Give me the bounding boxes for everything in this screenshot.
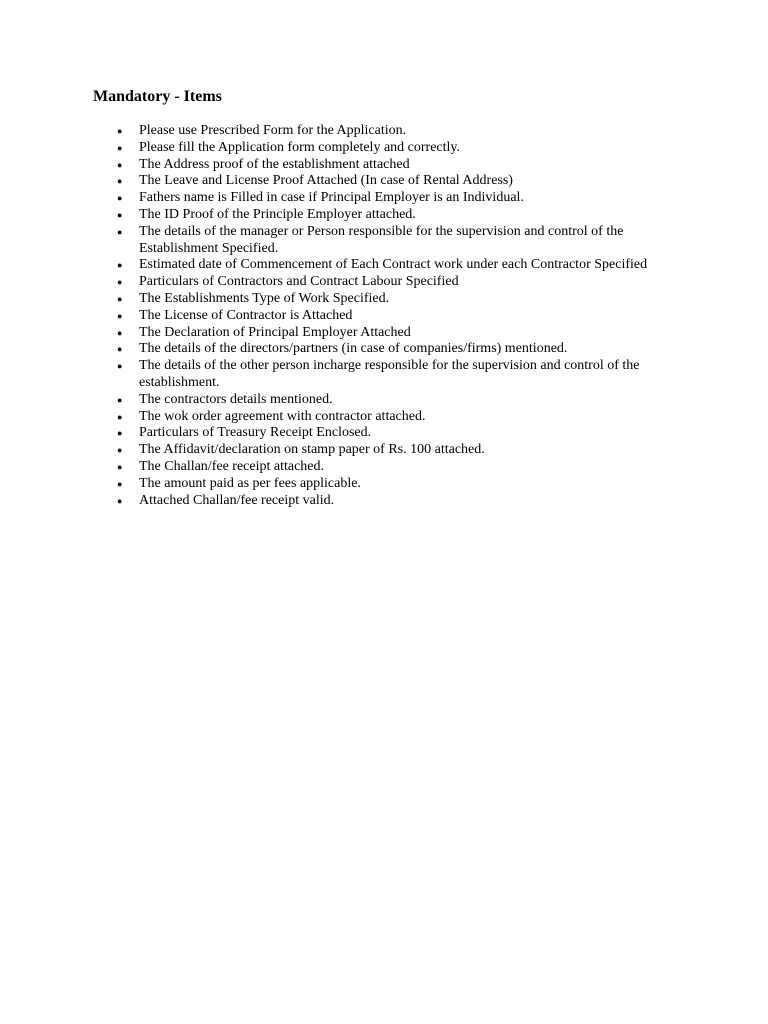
list-item bbox=[0, 140, 679, 157]
list-item bbox=[0, 291, 679, 308]
list-item-text: Particulars of Contractors and Contract Labour Specified bbox=[139, 274, 459, 290]
list-item bbox=[0, 409, 679, 426]
list-item-text: The License of Contractor is Attached bbox=[139, 307, 353, 323]
bullet-icon: ● bbox=[117, 411, 123, 422]
list-item-text: The details of the other person incharge responsible for the supervision and control of the establishment. bbox=[139, 358, 640, 390]
bullet-icon: ● bbox=[117, 495, 123, 506]
bullet-icon: ● bbox=[117, 327, 123, 338]
list-item bbox=[0, 207, 679, 224]
list-item bbox=[0, 190, 679, 207]
bullet-icon: ● bbox=[117, 126, 123, 136]
bullet-icon: ● bbox=[117, 142, 123, 153]
list-item-text: Attached Challan/fee receipt valid. bbox=[139, 492, 335, 508]
list-item-text: Please use Prescribed Form for the Application. bbox=[139, 123, 407, 138]
list-item-text: The wok order agreement with contractor attached. bbox=[139, 408, 426, 424]
list-item bbox=[0, 157, 679, 174]
list-item-text: Please fill the Application form completely and correctly. bbox=[139, 139, 460, 155]
list-item-text: The Declaration of Principal Employer Attached bbox=[139, 324, 411, 340]
list-item-text: The details of the manager or Person responsible for the supervision and control of the Establishment Specified. bbox=[139, 223, 624, 256]
bullet-icon: ● bbox=[117, 277, 123, 288]
bullet-icon: ● bbox=[117, 361, 123, 372]
bullet-icon: ● bbox=[117, 260, 123, 271]
list-item bbox=[0, 425, 679, 442]
list-item bbox=[0, 459, 679, 476]
list-item-text: The Establishments Type of Work Specified. bbox=[139, 290, 390, 306]
list-item bbox=[0, 257, 679, 274]
bullet-icon: ● bbox=[117, 461, 123, 472]
bullet-icon: ● bbox=[117, 176, 123, 187]
bullet-icon: ● bbox=[117, 293, 123, 304]
list-item-text: Estimated date of Commencement of Each Contract work under each Contractor Specified bbox=[139, 257, 648, 273]
bullet-icon: ● bbox=[117, 394, 123, 405]
bullet-icon: ● bbox=[117, 344, 123, 355]
list-item-text: The Address proof of the establishment attached bbox=[139, 156, 410, 172]
bullet-icon: ● bbox=[117, 159, 123, 170]
list-item bbox=[0, 325, 679, 342]
list-item bbox=[0, 392, 679, 409]
list-item bbox=[0, 358, 679, 392]
bullet-icon: ● bbox=[117, 478, 123, 489]
bullet-icon: ● bbox=[117, 226, 123, 237]
list-item-text: The Challan/fee receipt attached. bbox=[139, 458, 325, 474]
list-item-text: The details of the directors/partners (in case of companies/firms) mentioned. bbox=[139, 341, 568, 357]
list-item-text: The amount paid as per fees applicable. bbox=[139, 475, 361, 491]
list-item-text: The contractors details mentioned. bbox=[139, 391, 333, 407]
list-item-text: The ID Proof of the Principle Employer attached. bbox=[139, 206, 416, 222]
list-item bbox=[0, 493, 679, 510]
list-item-text: The Leave and License Proof Attached (In case of Rental Address) bbox=[139, 173, 513, 189]
list-item bbox=[0, 173, 679, 190]
mandatory-items-list bbox=[0, 123, 768, 509]
bullet-icon: ● bbox=[117, 209, 123, 220]
list-item bbox=[0, 308, 679, 325]
list-item bbox=[0, 123, 679, 140]
page-title: Mandatory - Items bbox=[93, 88, 222, 105]
list-item bbox=[0, 341, 679, 358]
list-item-text: Particulars of Treasury Receipt Enclosed. bbox=[139, 425, 372, 441]
list-item bbox=[0, 224, 679, 258]
list-item-text: Fathers name is Filled in case if Principal Employer is an Individual. bbox=[139, 190, 524, 206]
bullet-icon: ● bbox=[117, 310, 123, 321]
bullet-icon: ● bbox=[117, 193, 123, 204]
list-item bbox=[0, 274, 679, 291]
bullet-icon: ● bbox=[117, 445, 123, 456]
bullet-icon: ● bbox=[117, 428, 123, 439]
list-item bbox=[0, 442, 679, 459]
list-item bbox=[0, 476, 679, 493]
list-item-text: The Affidavit/declaration on stamp paper of Rs. 100 attached. bbox=[139, 442, 485, 458]
